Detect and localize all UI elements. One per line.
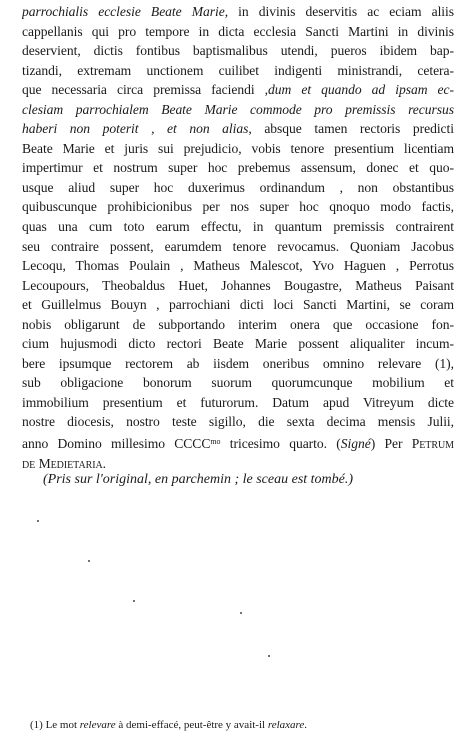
signatory-name: de Medietaria. bbox=[22, 455, 107, 471]
text-segment: quas una cum toto earum effectu, in quantum premissis contrairent bbox=[22, 219, 454, 235]
text-segment: , in divinis deservitis ac eciam aliis bbox=[224, 4, 454, 19]
text-segment: bere ipsumque rectorem ab iisdem oneribus omnino relevare (1), bbox=[22, 355, 454, 371]
text-segment: quibuscunque prohibicionibus per nos super hoc qnoquo modo factis, bbox=[22, 199, 454, 215]
text-line bbox=[22, 178, 454, 198]
text-segment: immobilium presentium et futurorum. Datum apud Vitreyum dicte bbox=[22, 394, 454, 410]
text-line bbox=[22, 158, 454, 178]
text-segment: cium hujusmodi dicto rectori Beate Marie possent aliqualiter incum- bbox=[22, 336, 454, 352]
text-line bbox=[22, 80, 454, 100]
signe-label: Signé bbox=[340, 436, 371, 452]
text-line bbox=[22, 22, 454, 42]
text-line bbox=[22, 139, 454, 159]
text-line bbox=[22, 412, 454, 432]
footnote bbox=[30, 719, 307, 731]
text-segment: sub obligacione bonorum suorum quorumcunque mobilium et bbox=[22, 375, 454, 391]
text-line bbox=[22, 197, 454, 217]
text-segment: ) Per bbox=[370, 436, 412, 452]
text-segment: anno Domino millesimo CCCC bbox=[22, 436, 211, 452]
text-line bbox=[22, 41, 454, 61]
footnote-text: . bbox=[304, 719, 308, 731]
text-line bbox=[22, 2, 454, 22]
italic-segment: haberi non poterit , et non alias bbox=[22, 121, 249, 137]
footnote-rule bbox=[22, 705, 142, 706]
footnote-word-relevare: relevare bbox=[79, 719, 116, 731]
print-speck bbox=[133, 600, 135, 602]
latin-charter-text bbox=[22, 2, 454, 473]
text-segment: tricesimo quarto. ( bbox=[220, 436, 341, 452]
text-segment: que necessaria circa premissa faciendi , bbox=[22, 82, 268, 98]
italic-segment: parrochialis ecclesie Beate Marie bbox=[22, 4, 225, 19]
text-segment: Beate Marie et juris sui prejudicio, vobis tenore presentium licentiam bbox=[22, 140, 454, 156]
text-line bbox=[22, 119, 454, 139]
text-line bbox=[22, 393, 454, 413]
italic-segment: dum et quando ad ipsam ec- bbox=[268, 82, 454, 98]
text-line bbox=[22, 315, 454, 335]
footnote-marker: (1) bbox=[30, 719, 43, 731]
text-line bbox=[22, 432, 454, 454]
text-segment: , absque tamen rectoris predicti bbox=[248, 121, 454, 137]
text-line bbox=[22, 256, 454, 276]
footnote-text: à demi-effacé, peut-être y avait-il bbox=[115, 719, 268, 731]
print-speck bbox=[240, 612, 242, 614]
print-speck bbox=[268, 655, 270, 657]
text-segment: impertimur et nostrum super hoc prebemus assensum, donec et quo- bbox=[22, 160, 454, 176]
text-line bbox=[22, 295, 454, 315]
source-note: (Pris sur l'original, en parchemin ; le sceau est tombé.) bbox=[43, 472, 354, 487]
footnote-word-relaxare: relaxare bbox=[267, 719, 305, 731]
text-segment: usque aliud super hoc duxerimus ordinandum , non obstantibus bbox=[22, 179, 454, 195]
text-line bbox=[22, 454, 454, 474]
text-segment: Lecoupours, Theobaldus Huet, Johannes Bougastre, Matheus Paisant bbox=[22, 277, 454, 293]
text-line bbox=[22, 61, 454, 81]
text-line bbox=[22, 217, 454, 237]
text-segment: nostre diocesis, nostro teste sigillo, die sexta decima mensis Julii, bbox=[22, 414, 454, 430]
footnote-text: Le mot bbox=[42, 719, 80, 731]
text-segment: seu contraire possent, earumdem tenore revocamus. Quoniam Jacobus bbox=[22, 238, 454, 254]
text-segment: cappellanis qui pro tempore in dicta ecclesia Sancti Martini in divinis bbox=[22, 23, 454, 39]
text-segment: Lecoqu, Thomas Poulain , Matheus Malescot, Yvo Haguen , Perrotus bbox=[22, 258, 454, 274]
text-line bbox=[22, 354, 454, 374]
text-segment: et Guillelmus Bouyn , parrochiani dicti loci Sancti Martini, se coram bbox=[22, 297, 454, 313]
signatory-name: Petrum bbox=[411, 436, 454, 452]
text-segment: nobis obligarunt de subportando interim onera que occasione fon- bbox=[22, 316, 454, 332]
text-line bbox=[22, 334, 454, 354]
text-segment: deservient, dictis fontibus baptismalibus utendi, pueros ibidem bap- bbox=[22, 43, 454, 59]
text-segment: mo bbox=[210, 437, 221, 447]
print-speck bbox=[88, 560, 90, 562]
text-line bbox=[22, 237, 454, 257]
print-speck bbox=[37, 520, 39, 522]
text-segment: tizandi, extremam unctionem cuilibet indigenti ministrandi, cetera- bbox=[22, 62, 454, 78]
italic-segment: clesiam parrochialem Beate Marie commode pro premissis recursus bbox=[22, 101, 454, 117]
text-line bbox=[22, 276, 454, 296]
text-line bbox=[22, 100, 454, 120]
text-line bbox=[22, 373, 454, 393]
